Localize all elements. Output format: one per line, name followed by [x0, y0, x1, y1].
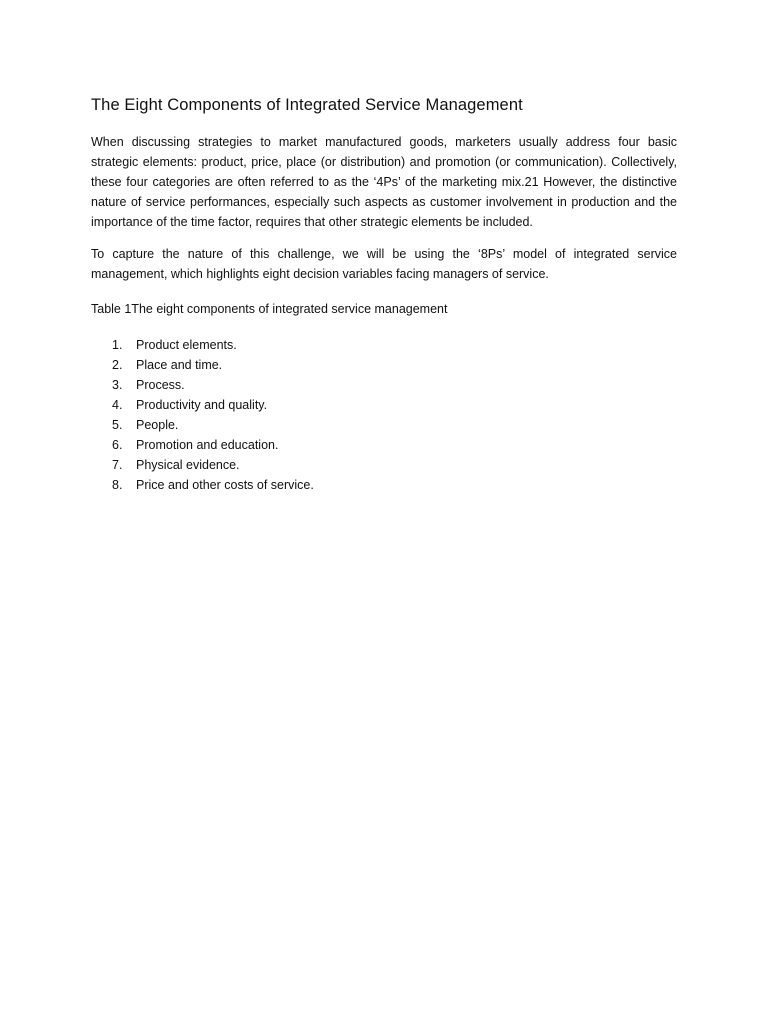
list-item	[91, 435, 677, 455]
list-item-number: 8.	[112, 478, 123, 492]
list-item-text: Product elements.	[136, 338, 237, 352]
list-item	[91, 415, 677, 435]
list-item-number: 6.	[112, 438, 123, 452]
list-item-number: 5.	[112, 418, 123, 432]
list-item	[91, 375, 677, 395]
document-title: The Eight Components of Integrated Service Management	[91, 96, 523, 114]
list-item-text: Physical evidence.	[136, 458, 240, 472]
list-item-text: Productivity and quality.	[136, 398, 268, 412]
paragraph-8ps: To capture the nature of this challenge, we will be using the ‘8Ps’ model of integrated service management, which highlights eight decision variables facing managers of service.	[91, 247, 677, 281]
table-caption: Table 1The eight components of integrated service management	[91, 302, 448, 316]
list-item	[91, 355, 677, 375]
list-item-number: 7.	[112, 458, 123, 472]
list-item-text: Price and other costs of service.	[136, 478, 314, 492]
document-page	[91, 94, 677, 495]
paragraph-intro: When discussing strategies to market manufactured goods, marketers usually address four basic strategic elements: product, price, place (or distribution) and promotion (or communication). Collectively, these four categories are often referred to as the ‘4Ps’ of the marketing mix.21 However, the distinctive nature of service performances, especially such aspects as customer involvement in production and the importance of the time factor, requires that other strategic elements be included.	[91, 135, 677, 229]
list-item-text: Promotion and education.	[136, 438, 279, 452]
list-item-text: People.	[136, 418, 179, 432]
list-item	[91, 395, 677, 415]
list-item-number: 2.	[112, 358, 123, 372]
list-item-number: 4.	[112, 398, 123, 412]
list-item-text: Process.	[136, 378, 185, 392]
list-item	[91, 335, 677, 355]
list-item	[91, 475, 677, 495]
list-item	[91, 455, 677, 475]
list-item-number: 1.	[112, 338, 123, 352]
components-list	[91, 335, 677, 495]
list-item-number: 3.	[112, 378, 123, 392]
list-item-text: Place and time.	[136, 358, 223, 372]
